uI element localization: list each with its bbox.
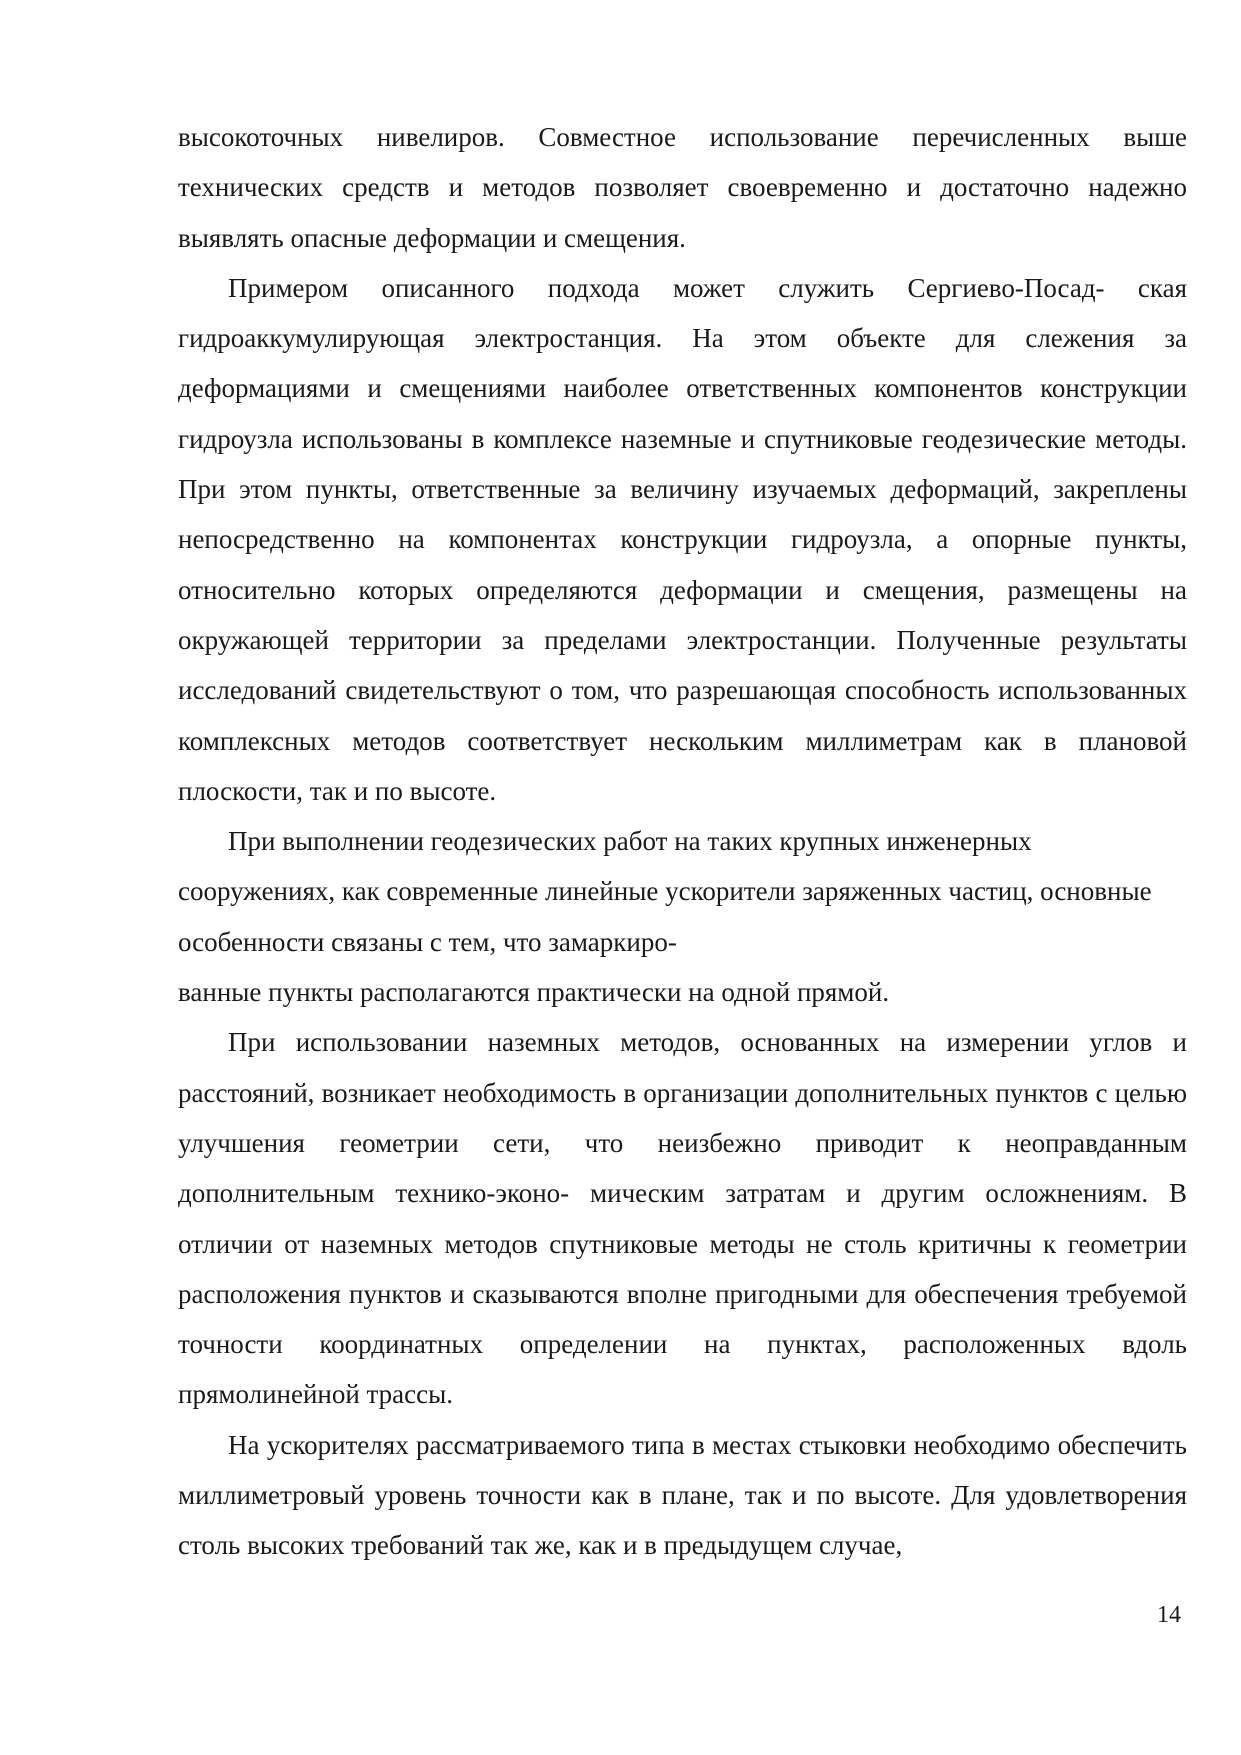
paragraph-continuation: высокоточных нивелиров. Совместное использование перечисленных выше технических средств и методов позволяет своевременно и достаточно надежно выявлять опасные деформации и смещения. (178, 122, 1187, 253)
paragraph-sergiev-posad-example: Примером описанного подхода может служить Сергиево-Посад- ская гидроаккумулирующая электростанция. На этом объекте для слежения за деформациями и смещениями наиболее ответственных компонентов конструкции гидроузла использованы в комплексе наземные и спутниковые геодезические методы. При этом пункты, ответственные за величину изучаемых деформаций, закреплены непосредственно на компонентах конструкции гидроузла, а опорные пункты, относительно которых определяются деформации и смещения, размещены на окружающей территории за пределами электростанции. Полученные результаты исследований свидетельствуют о том, что разрешающая способность использованных комплексных методов соответствует нескольким миллиметрам как в плановой плоскости, так и по высоте. (178, 272, 1187, 806)
page-number: 14 (1157, 1602, 1181, 1628)
paragraph-accelerator-accuracy: На ускорителях рассматриваемого типа в местах стыковки необходимо обеспечить миллиметровый уровень точности как в плане, так и по высоте. Для удовлетворения столь высоких требований так же, как и в предыдущем случае, (178, 1429, 1187, 1561)
paragraph-linear-accelerators: При выполнении геодезических работ на таких крупных инженерных сооружениях, как современные линейные ускорители заряженных частиц, основные особенности связаны с тем, что замаркиро- (178, 826, 1152, 957)
body-text (178, 112, 1187, 1571)
paragraph-line-break-continuation: ванные пункты располагаются практически на одной прямой. (178, 977, 890, 1008)
paragraph-ground-methods: При использовании наземных методов, основанных на измерении углов и расстояний, возникает необходимость в организации дополнительных пунктов с целью улучшения геометрии сети, что неизбежно приводит к неоправданным дополнительным технико-эконо- мическим затратам и другим осложнениям. В отличии от наземных методов спутниковые методы не столь критичны к геометрии расположения пунктов и сказываются вполне пригодными для обеспечения требуемой точности координатных определении на пунктах, расположенных вдоль прямолинейной трассы. (178, 1027, 1187, 1410)
